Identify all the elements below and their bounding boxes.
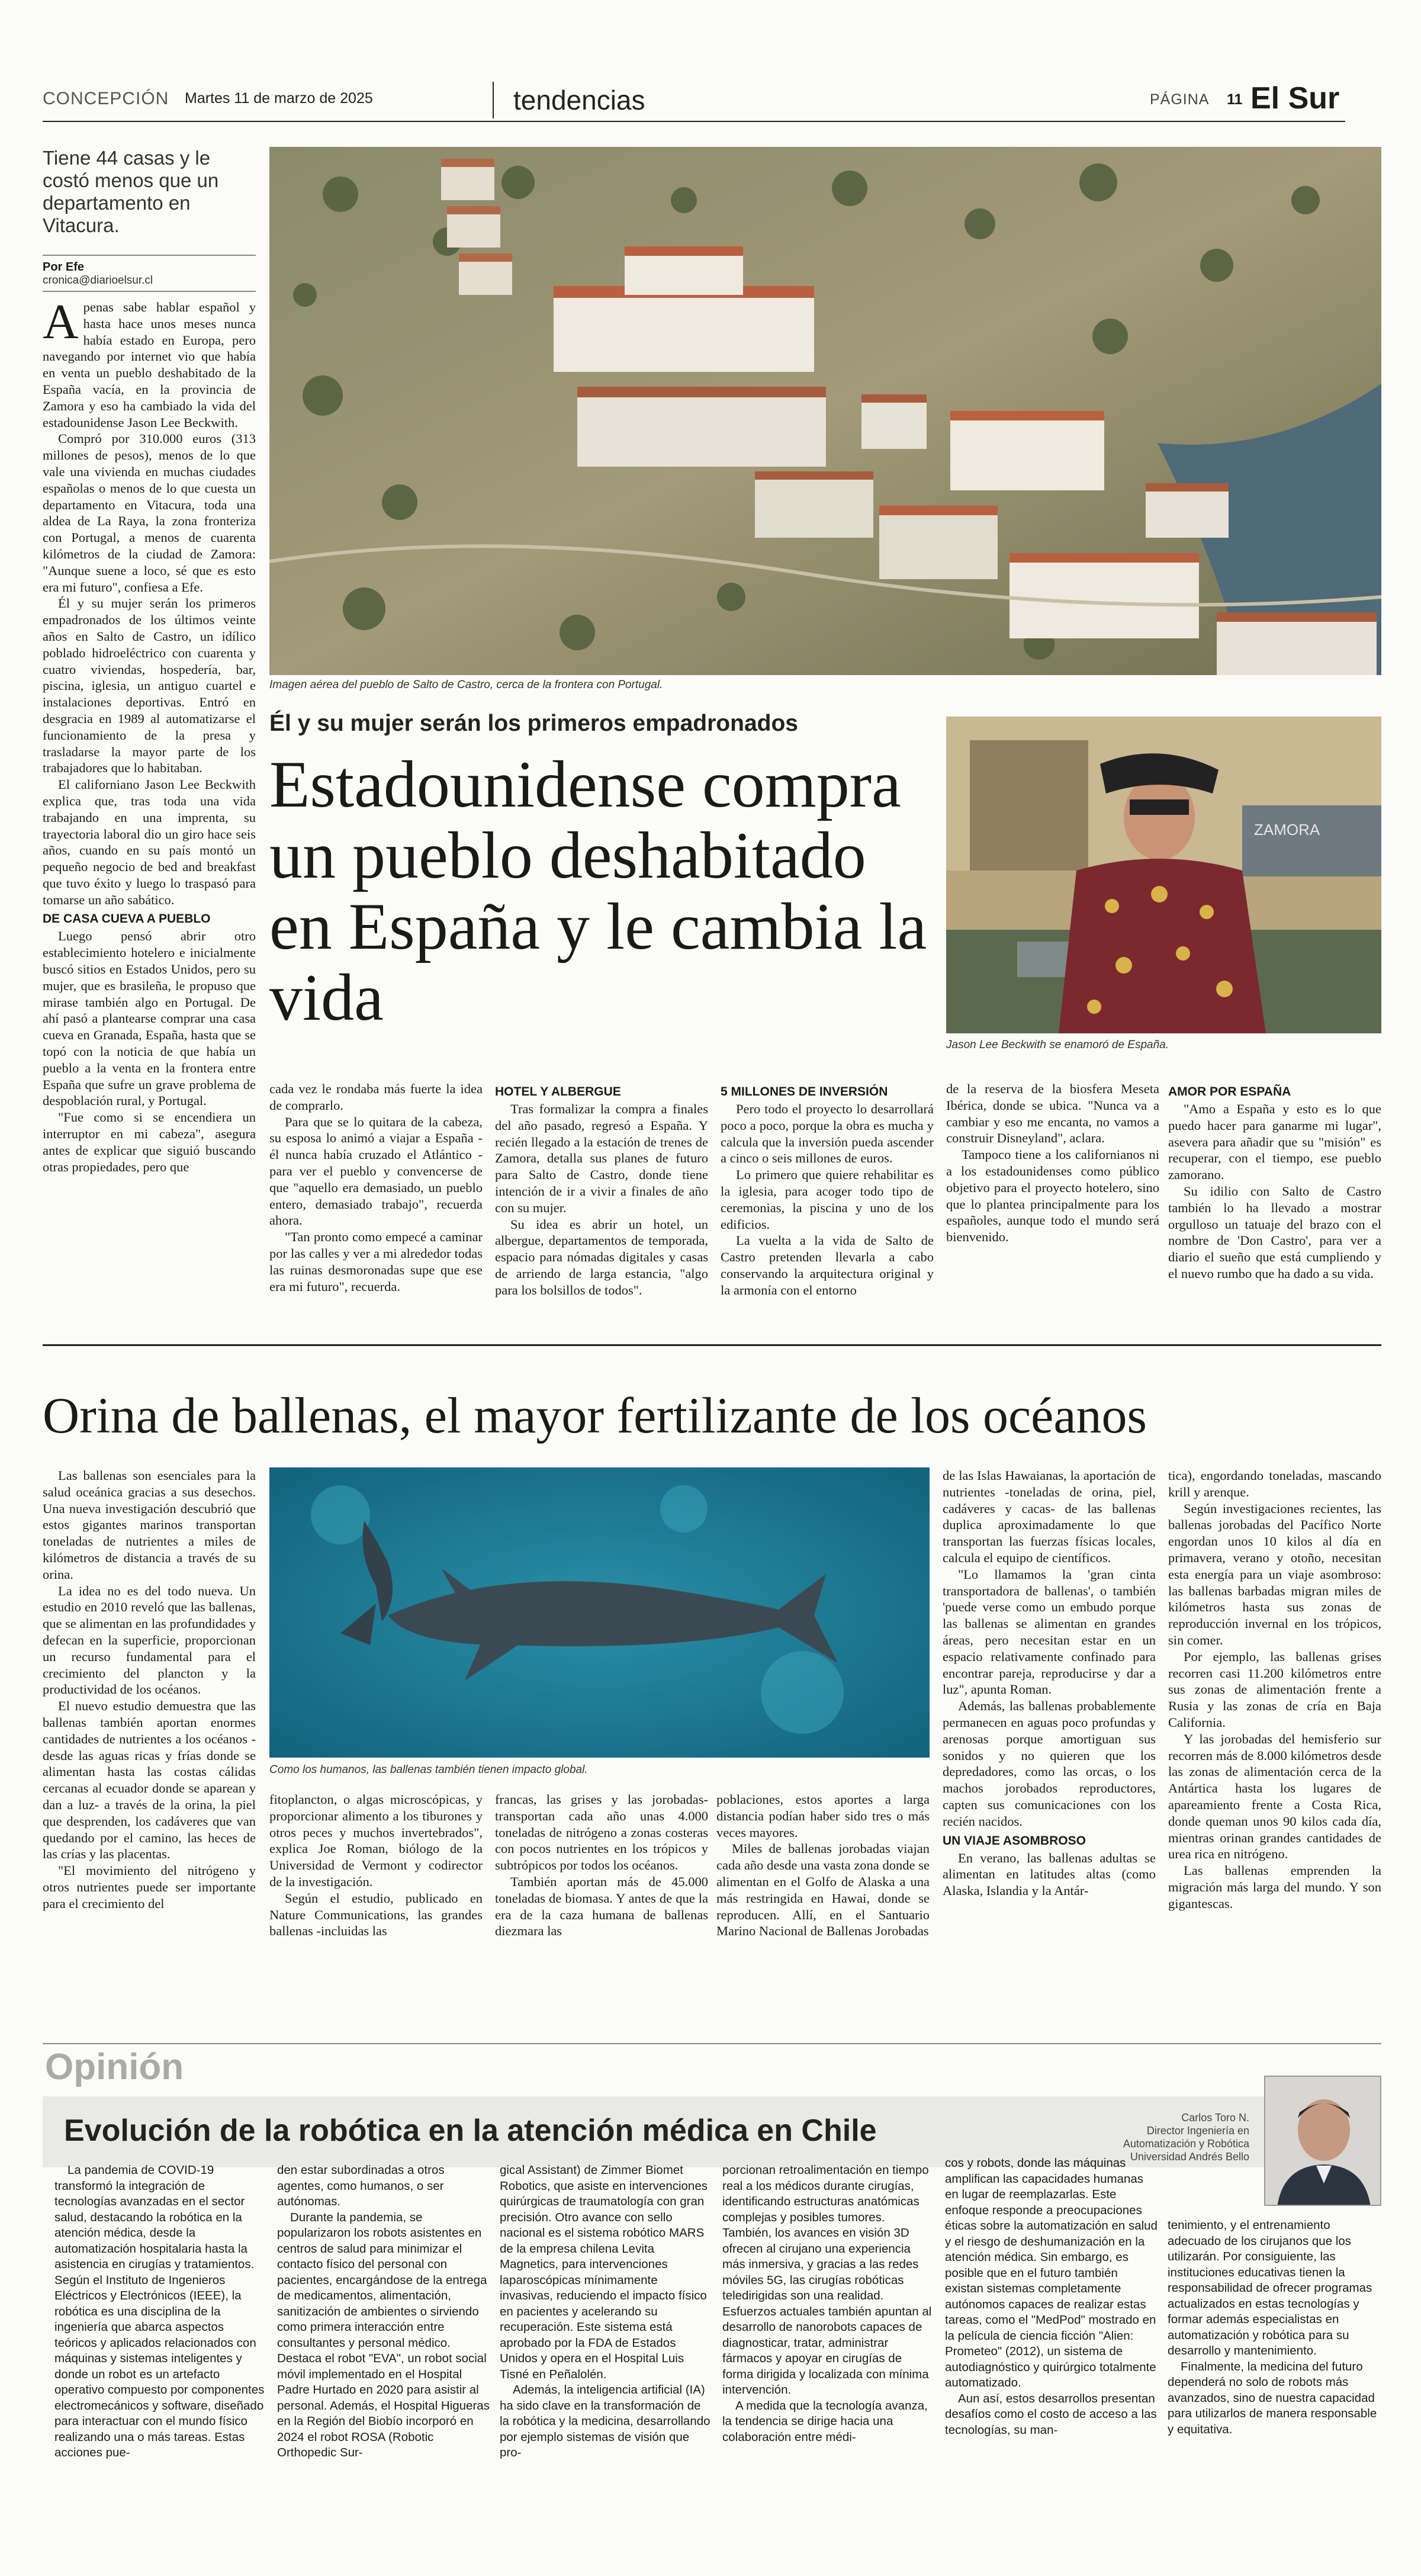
section-rule bbox=[43, 1344, 1381, 1346]
paragraph: Aun así, estos desarrollos presentan desafíos como el costo de acceso a las tecnologías, su man- bbox=[945, 2391, 1157, 2437]
paragraph: La pandemia de COVID-19 transformó la integración de tecnologías avanzadas en el sector salud, destacando la robótica en la atención médica, desde la automatización hospitalaria hasta la asistencia en cirugías y tratamientos. Según el Instituto de Ingenieros Eléctricos y Electrónicos (IEEE), la robótica es una disciplina de la ingeniería que abarca aspectos teóricos y aplicados relacionados con máquinas y sistemas inteligentes y donde un robot es un artefacto operativo compuesto por componentes electromecánicos y software, diseñado para interactuar con el mundo físico realizando una o más tareas. Estas acciones pue- bbox=[54, 2163, 265, 2459]
opinion-column-6 bbox=[1168, 2218, 1381, 2526]
story2-column-4 bbox=[716, 1791, 930, 2010]
author-avatar bbox=[1265, 2077, 1381, 2206]
aerial-village-image bbox=[269, 147, 1381, 675]
paragraph: Compró por 310.000 euros (313 millones de pesos), menos de lo que vale una vivienda en muchas ciudades españolas o menos de lo que cuesta un departamento en Vitacura, toda una aldea de La Raya, la zona fronteriza con Portugal, a menos de cuarenta kilómetros de la ciudad de Zamora: "Aunque suene a loco, sé que es esto era mi futuro", confiesa a Efe. bbox=[43, 431, 256, 595]
byline-email: cronica@diarioelsur.cl bbox=[43, 274, 256, 292]
story1-column-3 bbox=[495, 1081, 708, 1312]
story2-column-5 bbox=[943, 1467, 1156, 2012]
paragraph: A medida que la tecnología avanza, la tendencia se dirige hacia una colaboración entre médi- bbox=[722, 2398, 928, 2444]
opinion-column-3 bbox=[500, 2163, 713, 2530]
paragraph: Finalmente, la medicina del futuro dependerá no solo de robots más avanzados, sino de nuestra capacidad para utilizarlos de manera responsable y equitativa. bbox=[1168, 2359, 1377, 2436]
paragraph: de la reserva de la biosfera Meseta Ibérica, donde se ubica. "Nunca va a cambiar y eso me encanta, no vamos a construir Disneyland", aclara. bbox=[946, 1081, 1159, 1146]
paragraph: Según investigaciones recientes, las ballenas jorobadas del Pacífico Norte engordan unos 10 kilos al día en primavera, verano y otoño, necesitan esta energía para un viaje asombroso: las ballenas barbadas migran miles de kilómetros hasta sus zonas de reproducción invernal en los trópicos, sin comer. bbox=[1168, 1501, 1381, 1647]
paragraph: de las Islas Hawaianas, la aportación de nutrientes -toneladas de orina, piel, cadáveres y cacas- de las ballenas duplica aproximadamente lo que transportan las fuerzas físicas locales, calcula el equipo de científicos. bbox=[943, 1468, 1156, 1565]
story1-column-5 bbox=[946, 1081, 1159, 1312]
paragraph: "Lo llamamos la 'gran cinta transportadora de ballenas', o también 'puede verse como un embudo porque las ballenas se alimentan en grandes áreas, pero necesitan estar en un espacio relativamente confinado para encontrar pareja, reproducirse y dar a luz", apunta Roman. bbox=[943, 1566, 1156, 1697]
paragraph: tica), engordando toneladas, mascando krill y arenque. bbox=[1168, 1468, 1381, 1499]
newspaper-logo: El Sur bbox=[1250, 81, 1340, 115]
paragraph: cada vez le rondaba más fuerte la idea de comprarlo. bbox=[269, 1081, 483, 1113]
paragraph: Y las jorobadas del hemisferio sur recorren más de 8.000 kilómetros desde las zonas de alimentación cerca de la Antártica hasta los lugares de apareamiento frente a Costa Rica, donde queman unos 90 kilos cada día, mientras orinan grandes cantidades de urea rica en nitrógeno. bbox=[1168, 1731, 1381, 1862]
opinion-rule bbox=[43, 2043, 1381, 2044]
paragraph: "Amo a España y esto es lo que puedo hacer para ganarme mi lugar", asevera para añadir que su "misión" es recuperar, con el tiempo, ese pueblo zamorano. bbox=[1168, 1101, 1381, 1183]
story1-byline bbox=[43, 255, 256, 292]
whale-photo bbox=[269, 1467, 930, 1758]
story1-kicker: Él y su mujer serán los primeros empadronados bbox=[269, 711, 798, 736]
header-date: Martes 11 de marzo de 2025 bbox=[185, 90, 373, 107]
page-label: PÁGINA bbox=[1150, 91, 1210, 108]
story2-column-2 bbox=[269, 1791, 483, 2010]
subheading: DE CASA CUEVA A PUEBLO bbox=[43, 912, 211, 926]
paragraph: Por ejemplo, las ballenas grises recorren casi 11.200 kilómetros entre sus zonas de alimentación frente a Rusia y las zonas de cría en Baja California. bbox=[1168, 1649, 1381, 1730]
subheading: HOTEL Y ALBERGUE bbox=[495, 1085, 621, 1099]
paragraph: La vuelta a la vida de Salto de Castro pretenden llevarla a cabo conservando la arquitectura original y la armonía con el entorno bbox=[721, 1233, 934, 1297]
paragraph: fitoplancton, o algas microscópicas, y proporcionar alimento a los tiburones y otros peces y muchos invertebrados", explica Joe Roman, biólogo de la Universidad de Vermont y codirector de la investigación. bbox=[269, 1792, 483, 1889]
paragraph: Además, la inteligencia artificial (IA) ha sido clave en la transformación de la robótica y la medicina, desarrollando por ejemplo sistemas de visión que pro- bbox=[500, 2383, 710, 2459]
story2-headline: Orina de ballenas, el mayor fertilizante de los océanos bbox=[43, 1387, 1147, 1444]
subheading: 5 MILLONES DE INVERSIÓN bbox=[721, 1085, 888, 1099]
byline-author: Por Efe bbox=[43, 261, 85, 274]
author-title: Director Ingeniería en Automatización y Robótica bbox=[1123, 2125, 1249, 2150]
zamora-sign-text: ZAMORA bbox=[1254, 821, 1320, 839]
story2-column-3 bbox=[495, 1791, 708, 2010]
paragraph: tenimiento, y el entrenamiento adecuado de los cirujanos que los utilizarán. Por consiguiente, las instituciones educativas tienen la responsabilidad de ofrecer programas actualizados en estas tecnologías y formar además especialistas en automatización y robótica para su desarrollo y mantenimiento. bbox=[1168, 2218, 1372, 2357]
paragraph: Pero todo el proyecto lo desarrollará poco a poco, porque la obra es mucha y calcula que la inversión pueda ascender a cinco o seis millones de euros. bbox=[721, 1101, 934, 1166]
story1-column-6 bbox=[1168, 1081, 1381, 1312]
paragraph: En verano, las ballenas adultas se alimentan en latitudes altas (como Alaska, Islandia y la Antár- bbox=[943, 1850, 1156, 1899]
paragraph: "Fue como si se encendiera un interruptor en mi cabeza", asegura antes de explicar que siguió buscando otras propiedades, pero que bbox=[43, 1110, 256, 1174]
paragraph: Luego pensó abrir otro establecimiento hotelero e inicialmente buscó sitios en Estados Unidos, pero su mujer, que es brasileña, le propuso que mirase también algo en Portugal. De ahí pasó a plantearse comprar una casa cueva en Granada, España, hasta que se topó con la noticia de que había un pueblo a la venta en la frontera entre España que sufre un grave problema de despoblación rural, y Portugal. bbox=[43, 929, 256, 1109]
story1-headline: Estadounidense compra un pueblo deshabitado en España y le cambia la vida bbox=[269, 748, 927, 1035]
story1-lead-paragraph: Apenas sabe hablar español y hasta hace unos meses nunca había estado en Europa, pero navegando por internet vio que había en venta un pueblo deshabitado de la España vacía, en la provincia de Zamora y eso ha cambiado la vida del estadounidense Jason Lee Beckwith. bbox=[43, 299, 256, 430]
author-photo bbox=[1264, 2076, 1381, 2206]
paragraph: Para que se lo quitara de la cabeza, su esposa lo animó a viajar a España - él nunca había cruzado el Atlántico - para ver el pueblo y convencerse de que "aquello era demasiado, un pueblo entero, demasiado trabajo", recuerda ahora. bbox=[269, 1114, 483, 1228]
paragraph: Lo primero que quiere rehabilitar es la iglesia, para acoger todo tipo de ceremonias, la piscina y uno de los edificios. bbox=[721, 1167, 934, 1232]
subheading: AMOR POR ESPAÑA bbox=[1168, 1085, 1291, 1099]
paragraph: Las ballenas emprenden la migración más larga del mundo. Y son gigantescas. bbox=[1168, 1863, 1381, 1911]
opinion-label: Opinión bbox=[45, 2047, 184, 2087]
jason-beckwith-portrait bbox=[946, 717, 1381, 1033]
opinion-column-2 bbox=[277, 2163, 490, 2530]
opinion-column-1 bbox=[54, 2163, 268, 2530]
paragraph: Tampoco tiene a los californianos ni a los estadounidenses como público objetivo para el proyecto hotelero, sino que lo plantea principalmente para los españoles, aunque todo el mundo será bienvenido. bbox=[946, 1147, 1159, 1245]
paragraph: porcionan retroalimentación en tiempo real a los médicos durante cirugías, identificando estructuras anatómicas complejas y posibles tumores. También, los avances en visión 3D ofrecen al cirujano una experiencia más inmersiva, y gracias a las redes móviles 5G, las cirugías robóticas teledirigidas son una realidad. Esfuerzos actuales también apuntan al desarrollo de nanorobots capaces de diagnosticar, tratar, administrar fármacos y apoyar en cirugías de forma dirigida y localizada con mínima intervención. bbox=[722, 2163, 932, 2397]
paragraph: den estar subordinadas a otros agentes, como humanos, o ser autónomas. bbox=[277, 2163, 445, 2208]
paragraph: También aportan más de 45.000 toneladas de biomasa. Y antes de que la era de la caza humana de ballenas diezmara las bbox=[495, 1874, 708, 1939]
paragraph: gical Assistant) de Zimmer Biomet Robotics, que asiste en intervenciones quirúrgicas de traumatología con gran precisión. Otro avance con sello nacional es el sistema robótico MARS de la empresa chilena Levita Magnetics, para intervenciones laparoscópicas mínimamente invasivas, reduciendo el impacto físico en pacientes y acelerando su recuperación. Este sistema está aprobado por la FDA de Estados Unidos y opera en el Hospital Luis Tisné en Peñalolén. bbox=[500, 2163, 708, 2381]
paragraph: Durante la pandemia, se popularizaron los robots asistentes en centros de salud para minimizar el contacto físico del personal con pacientes, encargándose de la entrega de medicamentos, alimentación, sanitización de ambientes o sirviendo como primera interacción entre consultantes y personal médico. Destaca el robot "EVA", un robot social móvil implementado en el Hospital Padre Hurtado en 2020 para asistir al personal. Además, el Hospital Higueras en la Región del Biobío incorporó en 2024 el robot ROSA (Robotic Orthopedic Sur- bbox=[277, 2210, 490, 2459]
paragraph: Miles de ballenas jorobadas viajan cada año desde una vasta zona donde se alimentan en el Golfo de Alaska a una más restringida en Hawai, donde se reproducen. Allí, en el Santuario Marino Nacional de Ballenas Jorobadas bbox=[716, 1841, 930, 1939]
story2-photo-caption: Como los humanos, las ballenas también tienen impacto global. bbox=[269, 1764, 588, 1776]
paragraph: Las ballenas son esenciales para la salud oceánica gracias a sus desechos. Una nueva investigación descubrió que estos gigantes marinos transportan toneladas de nutrientes a miles de kilómetros de distancia a través de su orina. bbox=[43, 1468, 256, 1582]
story1-pullquote: Tiene 44 casas y le costó menos que un departamento en Vitacura. bbox=[43, 147, 219, 236]
aerial-village-photo bbox=[269, 147, 1381, 675]
paragraph: "El movimiento del nitrógeno y otros nutrientes puede ser importante para el crecimiento del bbox=[43, 1863, 256, 1911]
header-city: CONCEPCIÓN bbox=[43, 89, 169, 108]
paragraph: El nuevo estudio demuestra que las ballenas también aportan enormes cantidades de nutrientes a los océanos -desde las aguas ricas y frías donde se alimentan hasta las costas cálidas cercanas al ecuador donde se aparean y dan a luz- a través de la orina, la piel que desprenden, los cadáveres que van quedando por el camino, las heces de las crías y las placentas. bbox=[43, 1698, 256, 1862]
paragraph: Su idilio con Salto de Castro también lo ha llevado a mostrar orgulloso un tatuaje del brazo con el nombre de 'Don Castro', para ver a diario el sueño que está cumpliendo y el nuevo rumbo que ha dado a su vida. bbox=[1168, 1183, 1381, 1281]
author-name: Carlos Toro N. bbox=[1181, 2112, 1249, 2124]
paragraph: Él y su mujer serán los primeros empadronados de los últimos veinte años en Salto de Castro, un idílico poblado hidroeléctrico con cuarenta y cuatro viviendas, hospedería, bar, piscina, iglesia, un antiguo cuartel e instalaciones deportivas. Entró en desgracia en 1989 al automatizarse el funcionamiento de la presa y trasladarse la mayor parte de los trabajadores que lo habitaban. bbox=[43, 596, 256, 776]
opinion-column-5 bbox=[945, 2156, 1158, 2523]
whales-aerial-image bbox=[269, 1467, 930, 1758]
paragraph: Su idea es abrir un hotel, un albergue, departamentos de temporada, espacio para nómadas digitales y casas de arriendo de larga estancia, "algo para los bolsillos de todos". bbox=[495, 1216, 708, 1297]
paragraph: cos y robots, donde las máquinas amplifican las capacidades humanas en lugar de reemplazarlas. Este enfoque responde a preocupaciones éticas sobre la automatización en salud y el riesgo de deshumanización en la atención médica. Sin embargo, es posible que en el futuro también existan sistemas completamente autónomos capaces de realizar estas tareas, como el "MedPod" mostrado en la película de ciencia ficción "Alien: Prometeo" (2012), un sistema de autodiagnóstico y quirúrgico totalmente automatizado. bbox=[945, 2156, 1158, 2389]
header-divider bbox=[493, 82, 494, 118]
story2-column-1 bbox=[43, 1467, 256, 2012]
story2-column-6 bbox=[1168, 1467, 1381, 2012]
paragraph: Tras formalizar la compra a finales del año pasado, regresó a España. Y recién llegado a la estación de trenes de Zamora, detalla sus planes de futuro para Salto de Castro, donde tiene intención de ir a vivir a finales de año con su mujer. bbox=[495, 1101, 708, 1215]
paragraph: Según el estudio, publicado en Nature Communications, las grandes ballenas -incluidas las bbox=[269, 1890, 483, 1939]
subheading: UN VIAJE ASOMBROSO bbox=[943, 1833, 1086, 1848]
story1-column-1 bbox=[43, 299, 256, 1306]
story1-photo-caption: Imagen aérea del pueblo de Salto de Castro, cerca de la frontera con Portugal. bbox=[269, 679, 663, 691]
story1-column-4 bbox=[721, 1081, 934, 1312]
portrait-caption: Jason Lee Beckwith se enamoró de España. bbox=[946, 1039, 1169, 1051]
paragraph: francas, las grises y las jorobadas- transportan cada año unas 4.000 toneladas de nitrógeno a zonas costeras con pocos nutrientes en los trópicos y subtrópicos por todos los océanos. bbox=[495, 1792, 708, 1873]
paragraph: Además, las ballenas probablemente permanecen en aguas poco profundas y arenosas porque amortiguan sus sonidos y no quieren que los depredadores, como las orcas, o los machos jorobados reproductores, capten sus comunicaciones con los recién nacidos. bbox=[943, 1698, 1156, 1829]
paragraph: La idea no es del todo nueva. Un estudio en 2010 reveló que las ballenas, que se alimentan en las profundidades y defecan en la superficie, proporcionan un recurso fundamental para el crecimiento del plancton y la productividad de los océanos. bbox=[43, 1583, 256, 1697]
paragraph: "Tan pronto como empecé a caminar por las calles y ver a mi alrededor todas las ruinas desmoronadas supe que ese era mi futuro", recuerda. bbox=[269, 1229, 483, 1294]
dropcap: A bbox=[43, 299, 79, 349]
paragraph: El californiano Jason Lee Beckwith explica que, tras toda una vida trabajando en una imprenta, su trayectoria laboral dio un giro hace seis años, cuando en su país montó un pequeño negocio de bed and breakfast que tuvo éxito y luego lo traspasó para tomarse un año sabático. bbox=[43, 777, 256, 907]
story1-column-2 bbox=[269, 1081, 483, 1312]
paragraph: poblaciones, estos aportes a larga distancia podían haber sido tres o más veces mayores. bbox=[716, 1792, 930, 1840]
portrait-photo bbox=[946, 717, 1381, 1033]
section-name: tendencias bbox=[513, 85, 645, 115]
opinion-column-4 bbox=[722, 2163, 935, 2530]
opinion-headline: Evolución de la robótica en la atención médica en Chile bbox=[64, 2114, 877, 2148]
author-institution: Universidad Andrés Bello bbox=[1130, 2151, 1249, 2163]
page-header bbox=[43, 76, 1345, 122]
page-number: 11 bbox=[1227, 91, 1243, 108]
